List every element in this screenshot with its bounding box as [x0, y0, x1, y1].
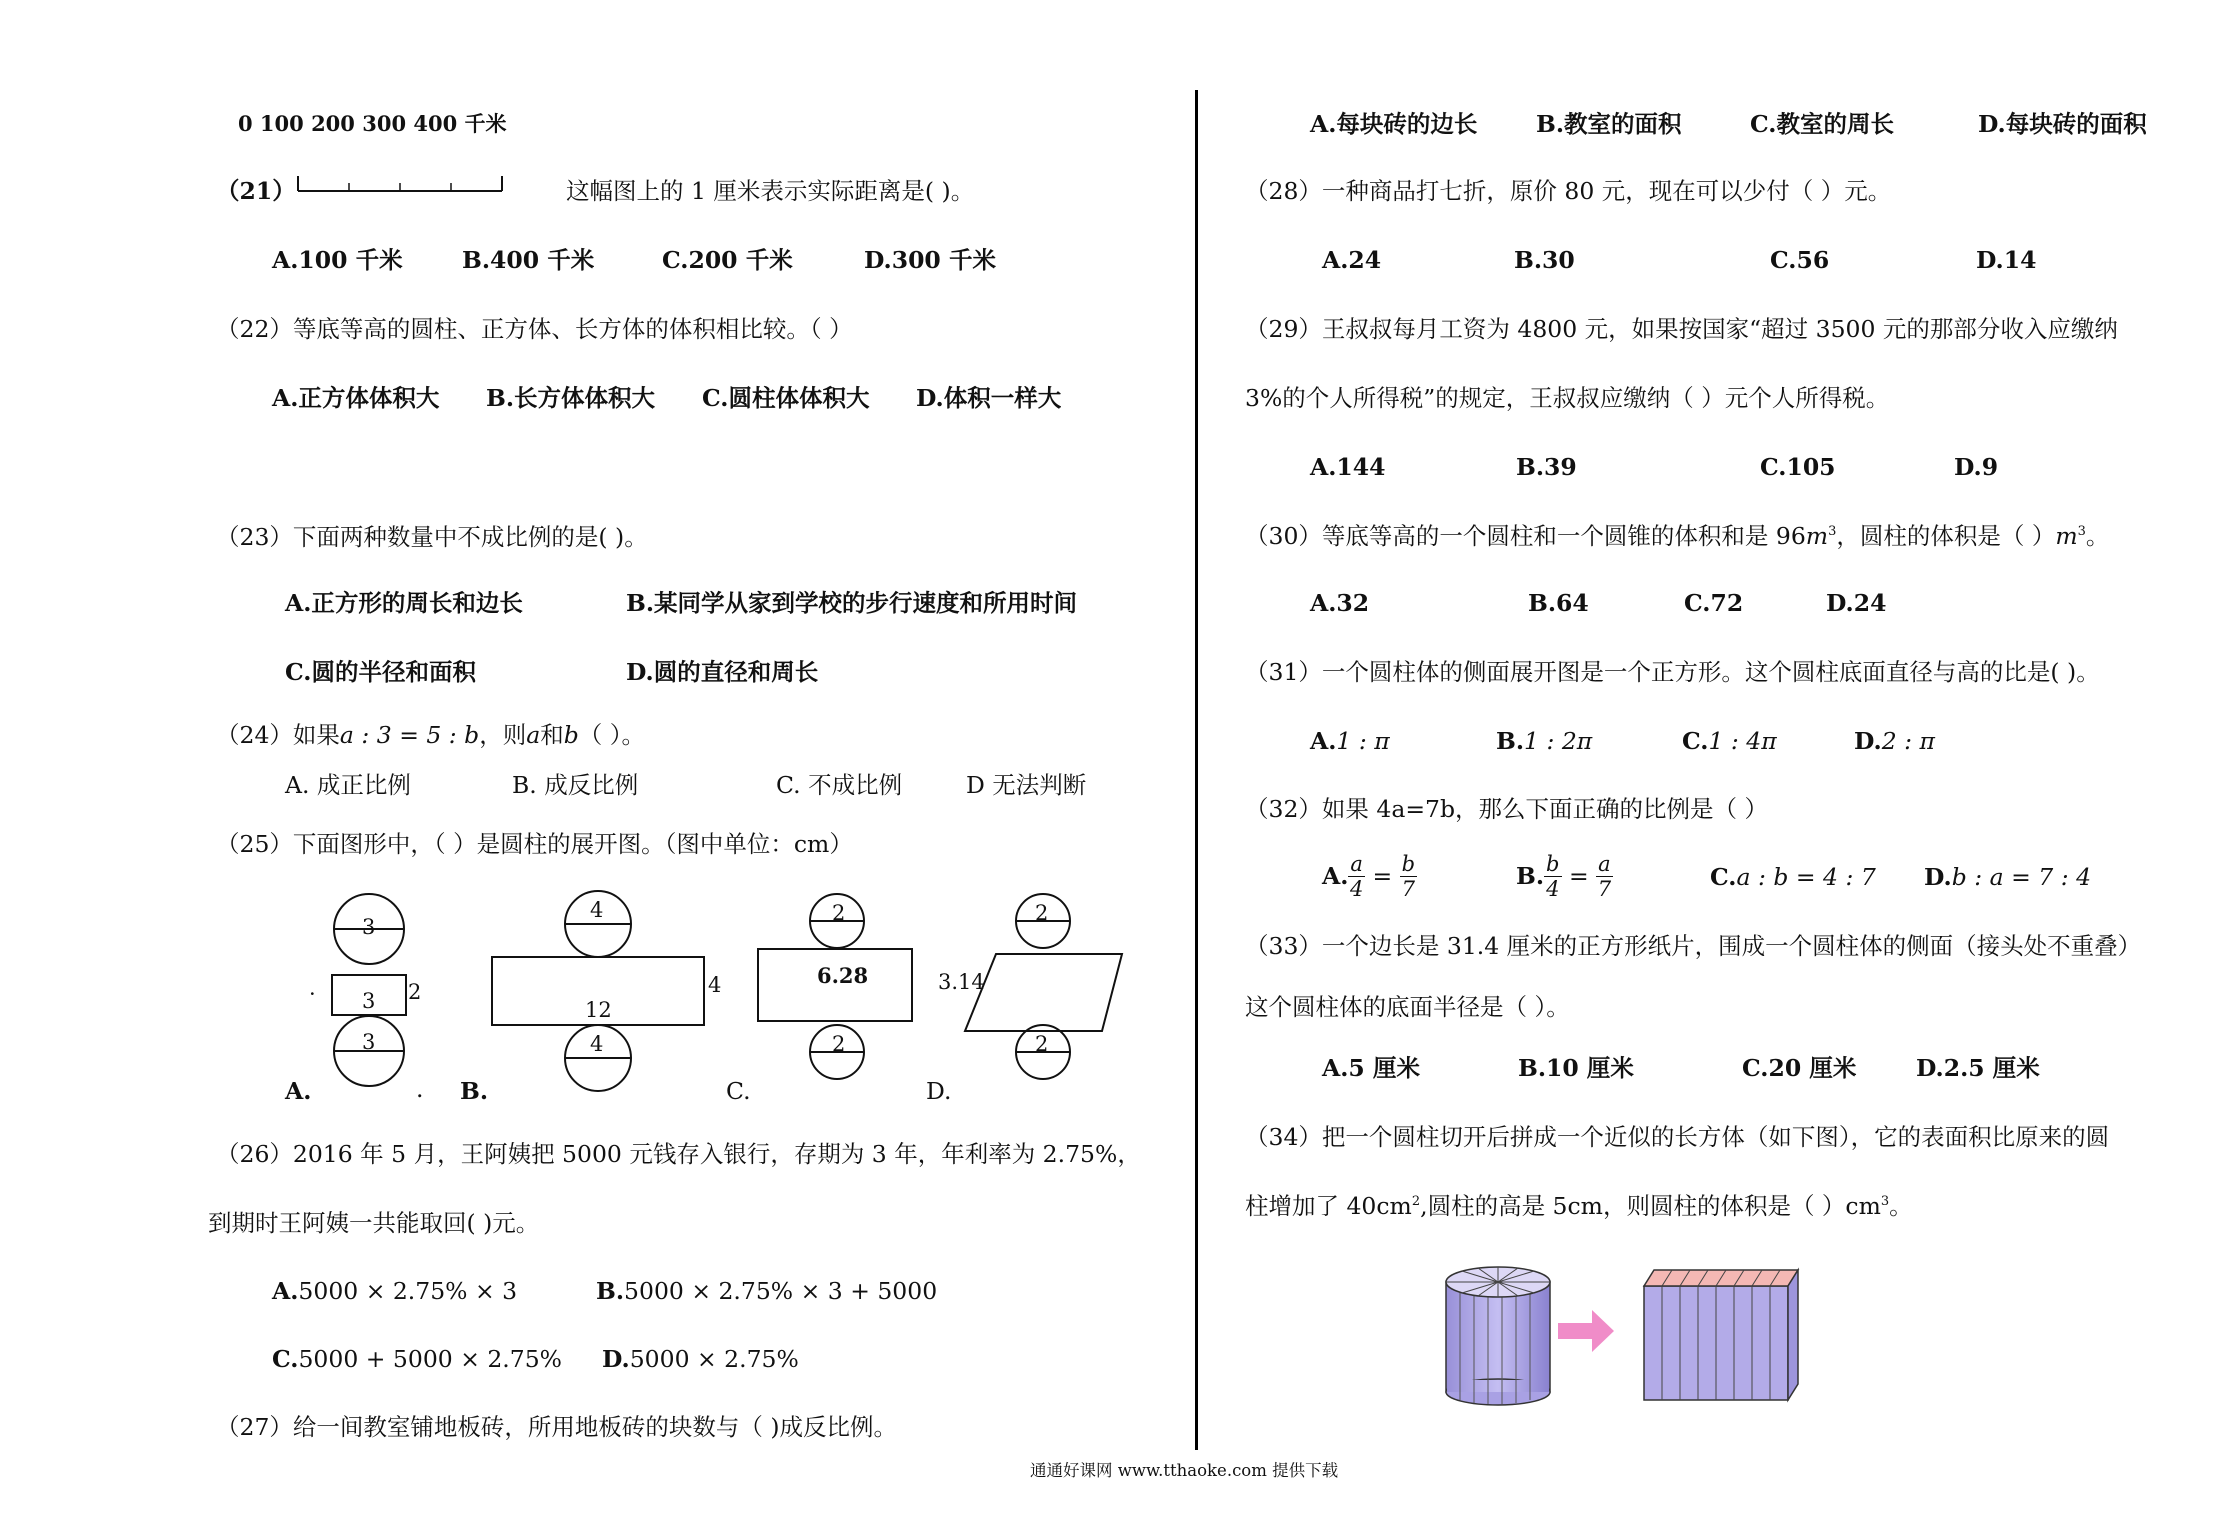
- figure-d-side-label: 3.14: [938, 970, 985, 994]
- figure-a-label: A.: [285, 1077, 312, 1105]
- q30-question: （30）等底等高的一个圆柱和一个圆锥的体积和是 $96m^3$，圆柱的体积是（ ）$m^3$。: [1245, 522, 2110, 550]
- q24-and: 和: [540, 721, 564, 749]
- figure-d-bottom-circle-label: 2: [1035, 1032, 1049, 1056]
- q21-question: 这幅图上的 1 厘米表示实际距离是( )。: [566, 177, 975, 205]
- arrow-right-icon: [1558, 1310, 1614, 1352]
- q22-option-a: A.正方体体积大: [272, 384, 440, 412]
- q32-option-a: A. $\frac{a}{4}$ = $\frac{b}{7}$: [1322, 852, 1416, 902]
- q30-option-c: C.72: [1684, 589, 1744, 617]
- q27-option-d: D.每块砖的面积: [1978, 110, 2147, 138]
- q34-line-1: （34）把一个圆柱切开后拼成一个近似的长方体（如下图），它的表面积比原来的圆: [1245, 1123, 2110, 1151]
- q33-option-b: B.10 厘米: [1518, 1054, 1634, 1082]
- q32-option-c: C.a : b = 4 : 7: [1710, 863, 1876, 891]
- q33-line-1: （33）一个边长是 31.4 厘米的正方形纸片，围成一个圆柱体的侧面（接头处不重叠）: [1245, 932, 2142, 960]
- q22-option-c: C.圆柱体体积大: [702, 384, 870, 412]
- figure-d-label: D.: [926, 1077, 952, 1105]
- scale-bar: [296, 174, 506, 194]
- figure-a-rect-label: 3: [362, 989, 376, 1013]
- q31-option-d: D.2 : π: [1854, 727, 1935, 755]
- q28-option-a: A.24: [1322, 246, 1382, 274]
- q31-question: （31）一个圆柱体的侧面展开图是一个正方形。这个圆柱底面直径与高的比是( )。: [1245, 658, 2100, 686]
- q34-line-2: 柱增加了 $40cm^2$,圆柱的高是 5cm，则圆柱的体积是（ ）$cm^3$。: [1245, 1192, 1913, 1220]
- q28-option-c: C.56: [1770, 246, 1830, 274]
- q24-question: [216, 721, 646, 749]
- q30-option-a: A.32: [1310, 589, 1370, 617]
- q24-var-a: a: [526, 721, 541, 749]
- q33-line-2: 这个圆柱体的底面半径是（ ）。: [1245, 993, 1570, 1021]
- q24-option-b: B. 成反比例: [512, 771, 639, 799]
- figure-a-side-label: 2: [408, 980, 422, 1004]
- figure-a-dot2: .: [416, 1075, 424, 1103]
- figure-c-label: C.: [726, 1077, 751, 1105]
- q21-option-a: A.100 千米: [272, 246, 403, 274]
- q26-line-2: 到期时王阿姨一共能取回( )元。: [208, 1209, 540, 1237]
- q27-option-b: B.教室的面积: [1536, 110, 1682, 138]
- q31-option-a: A.1 : π: [1310, 727, 1390, 755]
- column-divider: [1195, 90, 1198, 1450]
- figure-d-top-circle-label: 2: [1035, 901, 1049, 925]
- figure-c-top-circle-label: 2: [832, 901, 846, 925]
- figure-b-side-label: 4: [708, 973, 722, 997]
- q28-option-d: D.14: [1976, 246, 2037, 274]
- q23-option-c: C.圆的半径和面积: [285, 658, 476, 686]
- q23-option-d: D.圆的直径和周长: [626, 658, 819, 686]
- q32-option-d: D.b : a = 7 : 4: [1924, 863, 2092, 891]
- q23-option-a: A.正方形的周长和边长: [285, 589, 523, 617]
- q22-option-b: B.长方体体积大: [486, 384, 656, 412]
- q26-option-d: D.5000 × 2.75%: [602, 1345, 799, 1373]
- q32-option-b: B. $\frac{b}{4}$ = $\frac{a}{7}$: [1516, 852, 1612, 902]
- figure-c-bottom-circle-label: 2: [832, 1032, 846, 1056]
- q27-option-a: A.每块砖的边长: [1310, 110, 1478, 138]
- q21-option-b: B.400 千米: [462, 246, 595, 274]
- q24-expression: a : 3 = 5 : b: [339, 721, 480, 749]
- q27-option-c: C.教室的周长: [1750, 110, 1894, 138]
- q24-var-b: b: [563, 721, 579, 749]
- q23-option-b: B.某同学从家到学校的步行速度和所用时间: [626, 589, 1078, 617]
- q29-option-b: B.39: [1516, 453, 1577, 481]
- q26-option-a: A.5000 × 2.75% × 3: [272, 1277, 518, 1305]
- q29-line-2: 3%的个人所得税”的规定，王叔叔应缴纳（ ）元个人所得税。: [1245, 384, 1890, 412]
- q24-prefix: （24）如果: [216, 721, 340, 749]
- q30-option-b: B.64: [1528, 589, 1589, 617]
- cylinder-shape: [1446, 1267, 1550, 1405]
- scale-bar-ticks: 0 100 200 300 400 千米: [238, 111, 507, 136]
- footer-source: 通通好课网 www.tthaoke.com 提供下载: [1030, 1461, 1339, 1480]
- q29-option-c: C.105: [1760, 453, 1836, 481]
- q21-option-d: D.300 千米: [864, 246, 996, 274]
- figure-b-label: B.: [460, 1077, 489, 1105]
- q26-option-b: B.5000 × 2.75% × 3 + 5000: [596, 1277, 938, 1305]
- q33-option-c: C.20 厘米: [1742, 1054, 1857, 1082]
- figure-a-bottom-circle-label: 3: [362, 1030, 376, 1054]
- q26-option-c: C.5000 + 5000 × 2.75%: [272, 1345, 563, 1373]
- figure-a-dot: ·: [309, 982, 316, 1006]
- q24-option-c: C. 不成比例: [776, 771, 903, 799]
- q24-option-a: A. 成正比例: [285, 771, 411, 799]
- cuboid-shape: [1644, 1270, 1798, 1400]
- q33-option-a: A.5 厘米: [1322, 1054, 1420, 1082]
- q21-option-c: C.200 千米: [662, 246, 793, 274]
- q26-line-1: （26）2016 年 5 月，王阿姨把 5000 元钱存入银行，存期为 3 年，年利率为 2.75%，: [216, 1140, 1141, 1168]
- q32-question: （32）如果 4a=7b，那么下面正确的比例是（ ）: [1245, 795, 1768, 823]
- q22-question: （22）等底等高的圆柱、正方体、长方体的体积相比较。（ ）: [216, 315, 853, 343]
- figure-b-top-circle-label: 4: [590, 898, 604, 922]
- q21-number: （21）: [216, 177, 296, 205]
- q24-mid: ，则: [479, 721, 527, 749]
- figure-b-bottom-circle-label: 4: [590, 1032, 604, 1056]
- q29-line-1: （29）王叔叔每月工资为 4800 元，如果按国家“超过 3500 元的那部分收入应缴纳: [1245, 315, 2118, 343]
- q23-question: （23）下面两种数量中不成比例的是( )。: [216, 523, 648, 551]
- q28-option-b: B.30: [1514, 246, 1575, 274]
- q29-option-a: A.144: [1310, 453, 1386, 481]
- cylinder-to-cuboid-figure: [1440, 1260, 1840, 1410]
- figure-c-rect-label: 6.28: [817, 963, 869, 988]
- q24-suffix: （ ）。: [578, 721, 646, 749]
- q33-option-d: D.2.5 厘米: [1916, 1054, 2040, 1082]
- q30-option-d: D.24: [1826, 589, 1887, 617]
- q29-option-d: D.9: [1954, 453, 1999, 481]
- q24-option-d: D 无法判断: [966, 771, 1087, 799]
- q31-option-c: C.1 : 4π: [1682, 727, 1777, 755]
- q22-option-d: D.体积一样大: [916, 384, 1062, 412]
- q25-question: （25）下面图形中，（ ）是圆柱的展开图。（图中单位：cm）: [216, 830, 853, 858]
- q28-question: （28）一种商品打七折，原价 80 元，现在可以少付（ ）元。: [1245, 177, 1892, 205]
- figure-a-top-circle-label: 3: [362, 915, 376, 939]
- q27-question: （27）给一间教室铺地板砖，所用地板砖的块数与（ )成反比例。: [216, 1413, 898, 1441]
- figure-b-rect-label: 12: [585, 998, 612, 1022]
- q31-option-b: B.1 : 2π: [1496, 727, 1593, 755]
